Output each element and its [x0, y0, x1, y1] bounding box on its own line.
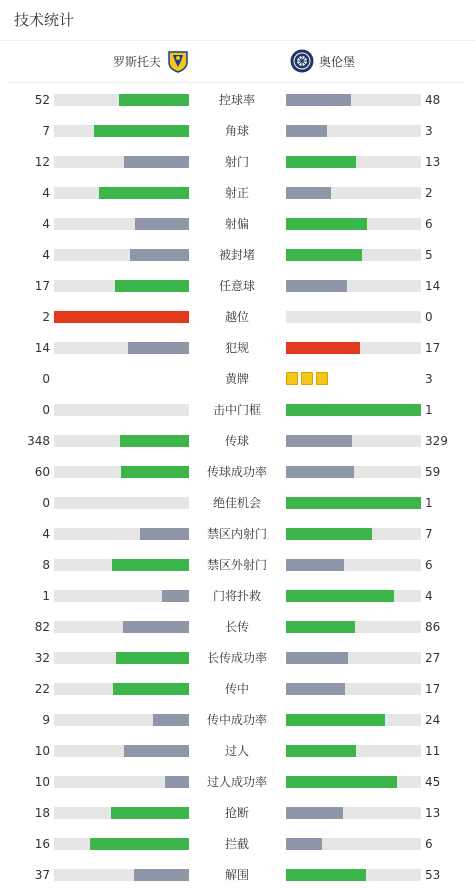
away-bar-track [286, 125, 421, 137]
away-team-name: 奥伦堡 [319, 54, 356, 69]
home-bar-track [54, 559, 189, 571]
home-bar-fill [99, 187, 189, 199]
home-bar-fill [121, 466, 189, 478]
home-bar-track [54, 621, 189, 633]
home-value: 1 [42, 589, 50, 603]
home-bar-track [54, 435, 189, 447]
stat-row [0, 681, 475, 697]
stat-label: 传中 [224, 682, 249, 696]
away-bar-track [286, 745, 421, 757]
home-value: 22 [34, 682, 50, 696]
home-bar-fill [54, 311, 189, 323]
away-value: 11 [425, 744, 441, 758]
away-bar-track [286, 404, 421, 416]
stat-label: 任意球 [218, 279, 255, 293]
home-bar-fill [124, 156, 189, 168]
away-bar-fill [286, 404, 421, 416]
home-value: 16 [34, 837, 50, 851]
home-bar-track [54, 869, 189, 881]
away-bar-track [286, 807, 421, 819]
stat-label: 过人成功率 [206, 775, 267, 789]
stat-label: 过人 [224, 744, 249, 758]
stat-row [0, 340, 475, 356]
home-bar-fill [115, 280, 189, 292]
away-value: 14 [425, 279, 441, 293]
away-bar-fill [286, 466, 354, 478]
home-value: 10 [34, 744, 50, 758]
home-bar-track [54, 280, 189, 292]
home-value: 8 [42, 558, 50, 572]
away-bar-fill [286, 776, 397, 788]
away-bar-fill [286, 683, 345, 695]
home-bar-track [54, 466, 189, 478]
home-bar-track [54, 94, 189, 106]
stat-label: 禁区外射门 [206, 558, 267, 572]
away-value: 3 [425, 372, 433, 386]
away-bar-fill [286, 249, 362, 261]
away-bar-fill [286, 838, 322, 850]
away-bar-track [286, 528, 421, 540]
stat-label: 控球率 [218, 93, 255, 107]
away-value: 27 [425, 651, 441, 665]
home-bar-track [54, 125, 189, 137]
away-bar-fill [286, 559, 344, 571]
home-team[interactable] [8, 49, 190, 73]
home-value: 4 [42, 217, 50, 231]
home-bar-track [54, 187, 189, 199]
stat-label: 射正 [224, 186, 249, 200]
stat-row [0, 123, 475, 139]
home-team-logo-icon [166, 49, 190, 73]
home-bar-track [54, 683, 189, 695]
away-bar-track [286, 156, 421, 168]
stat-label: 传球成功率 [206, 465, 267, 479]
away-bar-fill [286, 187, 331, 199]
away-bar-fill [286, 342, 360, 354]
away-value: 17 [425, 341, 441, 355]
yellow-card-icon [316, 372, 328, 385]
home-bar-fill [128, 342, 189, 354]
home-value: 7 [42, 124, 50, 138]
home-bar-track [54, 745, 189, 757]
home-value: 52 [34, 93, 50, 107]
home-bar-track [54, 404, 189, 416]
stat-label: 长传成功率 [206, 651, 267, 665]
stat-label: 抢断 [224, 806, 249, 820]
home-bar-fill [116, 652, 189, 664]
home-bar-track [54, 497, 189, 509]
home-bar-track [54, 218, 189, 230]
away-bar-track [286, 187, 421, 199]
home-value: 14 [34, 341, 50, 355]
away-bar-fill [286, 807, 343, 819]
away-bar-track [286, 559, 421, 571]
home-value: 4 [42, 527, 50, 541]
stat-row [0, 278, 475, 294]
away-bar-track [286, 714, 421, 726]
home-bar-track [54, 311, 189, 323]
away-value: 24 [425, 713, 441, 727]
home-bar-fill [153, 714, 189, 726]
stat-label: 角球 [224, 124, 249, 138]
away-bar-fill [286, 94, 351, 106]
away-team[interactable] [290, 49, 355, 73]
away-bar-track [286, 683, 421, 695]
home-value: 0 [42, 403, 50, 417]
away-value: 48 [425, 93, 441, 107]
away-value: 45 [425, 775, 441, 789]
away-bar-track [286, 838, 421, 850]
home-value: 32 [34, 651, 50, 665]
home-bar-track [54, 776, 189, 788]
stat-label: 射偏 [224, 217, 249, 231]
away-value: 6 [425, 837, 433, 851]
home-bar-track [54, 807, 189, 819]
stat-row [0, 712, 475, 728]
away-bar-track [286, 466, 421, 478]
away-yellow-cards [286, 372, 328, 386]
away-value: 4 [425, 589, 433, 603]
home-bar-track [54, 528, 189, 540]
home-bar-fill [112, 559, 189, 571]
teams-header [8, 41, 465, 83]
stat-row [0, 247, 475, 263]
home-value: 17 [34, 279, 50, 293]
home-bar-fill [111, 807, 189, 819]
away-value: 2 [425, 186, 433, 200]
stat-row [0, 557, 475, 573]
away-bar-fill [286, 280, 347, 292]
stat-row [0, 371, 475, 387]
home-bar-track [54, 342, 189, 354]
home-bar-track [54, 652, 189, 664]
away-value: 17 [425, 682, 441, 696]
stat-row [0, 650, 475, 666]
home-value: 2 [42, 310, 50, 324]
home-bar-fill [134, 869, 189, 881]
home-value: 348 [27, 434, 50, 448]
home-value: 37 [34, 868, 50, 882]
home-bar-fill [123, 621, 189, 633]
home-bar-fill [130, 249, 189, 261]
away-bar-fill [286, 652, 348, 664]
away-value: 86 [425, 620, 441, 634]
away-value: 3 [425, 124, 433, 138]
stat-label: 长传 [224, 620, 249, 634]
stat-row [0, 743, 475, 759]
home-bar-fill [119, 94, 189, 106]
stat-row [0, 867, 475, 883]
away-value: 13 [425, 155, 441, 169]
stat-label: 传中成功率 [206, 713, 267, 727]
stat-label: 击中门框 [212, 403, 261, 417]
away-bar-track [286, 621, 421, 633]
away-value: 1 [425, 403, 433, 417]
away-bar-track [286, 497, 421, 509]
home-bar-fill [124, 745, 189, 757]
stat-label: 被封堵 [218, 248, 255, 262]
away-bar-fill [286, 156, 356, 168]
stat-label: 门将扑救 [212, 589, 261, 603]
away-bar-track [286, 342, 421, 354]
stat-label: 越位 [224, 310, 249, 324]
stat-row [0, 526, 475, 542]
away-team-logo-icon [290, 49, 314, 73]
home-bar-fill [165, 776, 189, 788]
away-bar-fill [286, 590, 394, 602]
stat-row [0, 836, 475, 852]
stat-row [0, 185, 475, 201]
stat-label: 解围 [224, 868, 249, 882]
away-bar-track [286, 590, 421, 602]
home-bar-fill [162, 590, 189, 602]
away-bar-fill [286, 745, 356, 757]
away-value: 59 [425, 465, 441, 479]
stat-row [0, 464, 475, 480]
stat-row [0, 92, 475, 108]
page-title: 技术统计 [0, 0, 475, 41]
away-bar-fill [286, 621, 355, 633]
stat-label: 绝佳机会 [212, 496, 261, 510]
away-bar-fill [286, 125, 327, 137]
stat-label: 黄牌 [224, 372, 249, 386]
yellow-card-icon [301, 372, 313, 385]
away-bar-fill [286, 435, 352, 447]
home-value: 12 [34, 155, 50, 169]
home-bar-track [54, 156, 189, 168]
home-value: 0 [42, 496, 50, 510]
away-bar-fill [286, 497, 421, 509]
home-bar-track [54, 590, 189, 602]
stat-label: 禁区内射门 [206, 527, 267, 541]
home-bar-track [54, 249, 189, 261]
away-value: 0 [425, 310, 433, 324]
home-value: 10 [34, 775, 50, 789]
away-bar-track [286, 776, 421, 788]
away-value: 6 [425, 558, 433, 572]
stat-row [0, 774, 475, 790]
stat-label: 犯规 [224, 341, 249, 355]
away-bar-fill [286, 528, 372, 540]
stat-row [0, 495, 475, 511]
away-bar-track [286, 280, 421, 292]
stat-row [0, 588, 475, 604]
away-bar-track [286, 249, 421, 261]
stat-row [0, 402, 475, 418]
away-value: 53 [425, 868, 441, 882]
away-value: 329 [425, 434, 448, 448]
stat-label: 射门 [224, 155, 249, 169]
stat-row [0, 619, 475, 635]
home-value: 82 [34, 620, 50, 634]
home-bar-fill [120, 435, 189, 447]
home-value: 4 [42, 186, 50, 200]
away-bar-fill [286, 714, 385, 726]
home-bar-track [54, 714, 189, 726]
home-bar-fill [113, 683, 189, 695]
home-bar-fill [94, 125, 189, 137]
away-value: 1 [425, 496, 433, 510]
home-value: 60 [34, 465, 50, 479]
home-value: 9 [42, 713, 50, 727]
stat-row [0, 805, 475, 821]
stat-label: 拦截 [224, 837, 249, 851]
home-bar-fill [90, 838, 189, 850]
home-bar-track [54, 838, 189, 850]
away-bar-track [286, 869, 421, 881]
away-bar-track [286, 435, 421, 447]
stat-row [0, 433, 475, 449]
away-bar-track [286, 218, 421, 230]
away-bar-fill [286, 869, 366, 881]
stat-row [0, 309, 475, 325]
stat-row [0, 216, 475, 232]
away-value: 5 [425, 248, 433, 262]
yellow-card-icon [286, 372, 298, 385]
home-value: 4 [42, 248, 50, 262]
away-bar-track [286, 311, 421, 323]
away-value: 13 [425, 806, 441, 820]
home-value: 18 [34, 806, 50, 820]
home-bar-fill [140, 528, 189, 540]
away-bar-fill [286, 218, 367, 230]
home-bar-fill [135, 218, 189, 230]
home-value: 0 [42, 372, 50, 386]
stat-label: 传球 [224, 434, 249, 448]
home-team-name: 罗斯托夫 [112, 54, 161, 69]
away-bar-track [286, 652, 421, 664]
away-value: 6 [425, 217, 433, 231]
stat-row [0, 154, 475, 170]
away-value: 7 [425, 527, 433, 541]
away-bar-track [286, 94, 421, 106]
